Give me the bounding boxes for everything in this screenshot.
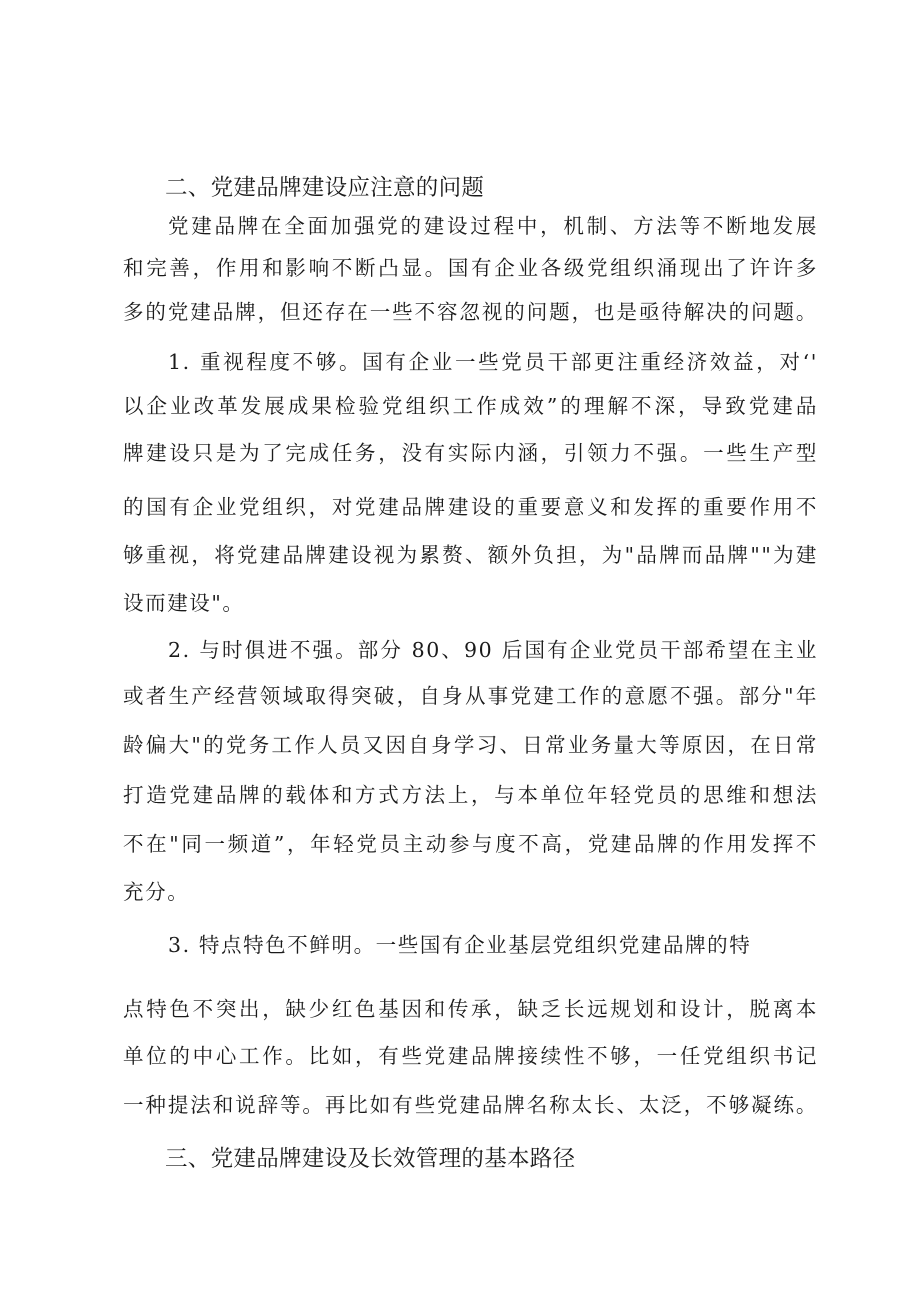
item2-line-6: 充分。 — [123, 880, 190, 904]
item1-line-3: 牌建设只是为了完成任务，没有实际内涵，引领力不强。一些生产型 — [123, 441, 818, 465]
intro-line-1: 党建品牌在全面加强党的建设过程中，机制、方法等不断地发展 — [168, 214, 818, 238]
item3-line-2: 点特色不突出，缺少红色基因和传承，缺乏长远规划和设计，脱离本 — [123, 997, 818, 1021]
item2-line-3: 龄偏大"的党务工作人员又因自身学习、日常业务量大等原因，在日常 — [123, 733, 818, 757]
section-heading-2: 二、党建品牌建设应注意的问题 — [165, 175, 485, 201]
item3-line-4: 一种提法和说辞等。再比如有些党建品牌名称太长、太泛，不够凝练。 — [123, 1093, 818, 1117]
item2-line-1: 2. 与时俱进不强。部分 80、90 后国有企业党员干部希望在主业 — [168, 638, 818, 662]
section-heading-3: 三、党建品牌建设及长效管理的基本路径 — [165, 1146, 576, 1172]
item2-line-4: 打造党建品牌的载体和方式方法上，与本单位年轻党员的思维和想法 — [123, 783, 818, 807]
item1-line-6: 设而建设"。 — [123, 591, 245, 615]
item1-line-1: 1. 重视程度不够。国有企业一些党员干部更注重经济效益，对‘' — [168, 350, 818, 374]
item1-line-5: 够重视，将党建品牌建设视为累赘、额外负担，为"品牌而品牌""为建 — [123, 543, 818, 567]
item2-line-2: 或者生产经营领域取得突破，自身从事党建工作的意愿不强。部分"年 — [123, 684, 818, 708]
intro-line-3: 多的党建品牌，但还存在一些不容忽视的问题，也是亟待解决的问题。 — [123, 300, 818, 324]
item2-line-5: 不在"同一频道”，年轻党员主动参与度不高，党建品牌的作用发挥不 — [123, 832, 818, 856]
item3-line-1: 3. 特点特色不鲜明。一些国有企业基层党组织党建品牌的特 — [168, 933, 752, 957]
item1-line-2: 以企业改革发展成果检验党组织工作成效”的理解不深，导致党建品 — [123, 394, 818, 418]
item3-line-3: 单位的中心工作。比如，有些党建品牌接续性不够，一任党组织书记 — [123, 1044, 818, 1068]
item1-line-4: 的国有企业党组织，对党建品牌建设的重要意义和发挥的重要作用不 — [123, 495, 818, 519]
intro-line-2: 和完善，作用和影响不断凸显。国有企业各级党组织涌现出了许许多 — [123, 256, 818, 280]
